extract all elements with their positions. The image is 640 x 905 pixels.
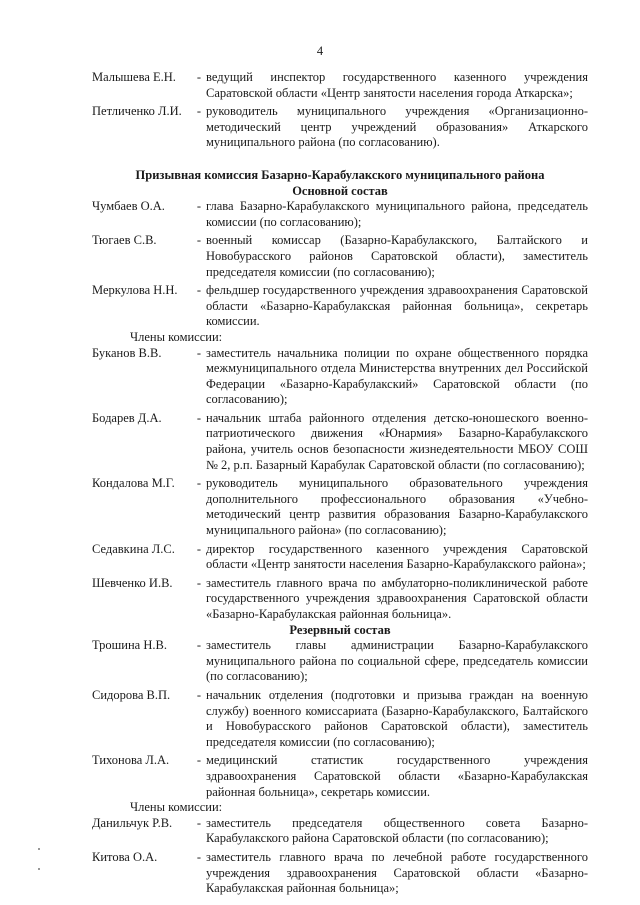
list-item xyxy=(92,753,588,800)
list-item xyxy=(92,576,588,623)
person-position: фельдшер государственного учреждения здравоохранения Саратовской области «Базарно-Карабулакская районная больница», секретарь комиссии. xyxy=(206,283,588,329)
person-name: Трошина Н.В. xyxy=(92,638,167,653)
dash-separator: - xyxy=(196,199,202,214)
dash-separator: - xyxy=(196,815,202,830)
main-composition-heading: Основной состав xyxy=(292,183,388,198)
dash-separator: - xyxy=(196,476,202,491)
list-item xyxy=(92,542,588,573)
reserve-composition-heading: Резервный состав xyxy=(289,622,391,637)
list-item xyxy=(92,816,588,847)
person-name: Буканов В.В. xyxy=(92,345,162,360)
person-name: Бодарев Д.А. xyxy=(92,410,162,425)
dash-separator: - xyxy=(196,541,202,556)
person-name: Петличенко Л.И. xyxy=(92,104,182,119)
person-name: Данильчук Р.В. xyxy=(92,815,173,830)
list-item xyxy=(92,476,588,538)
person-name: Кондалова М.Г. xyxy=(92,476,175,491)
person-position: руководитель муниципального образовательного учреждения дополнительного профессионального образования «Учебно-методический центр развития образования Базарно-Карабулакского муниципального района» (по согласованию); xyxy=(206,476,588,538)
list-item xyxy=(92,283,588,330)
person-position: военный комиссар (Базарно-Карабулакского, Балтайского и Новобурасского районов Саратовской области), заместитель председателя комиссии (по согласованию); xyxy=(206,233,588,279)
person-position: заместитель начальника полиции по охране общественного порядка межмуниципального отдела Министерства внутренних дел Российской Федерации «Базарно-Карабулакский» Саратовской области (по согласованию); xyxy=(206,345,588,407)
person-name: Седавкина Л.С. xyxy=(92,541,175,556)
person-name: Китова О.А. xyxy=(92,849,158,864)
person-name: Сидорова В.П. xyxy=(92,687,171,702)
list-item xyxy=(92,233,588,280)
document-body xyxy=(92,70,588,897)
dash-separator: - xyxy=(196,345,202,360)
scan-speck-mark xyxy=(38,868,40,870)
person-name: Тихонова Л.А. xyxy=(92,753,170,768)
members-label: Члены комиссии: xyxy=(130,800,223,815)
person-position: руководитель муниципального учреждения «Организационно-методический центр учреждений образования» Аткарского муниципального района (по согласованию). xyxy=(206,104,588,150)
page-number: 4 xyxy=(316,44,324,58)
dash-separator: - xyxy=(196,575,202,590)
person-name: Тюгаев С.В. xyxy=(92,233,157,248)
person-position: директор государственного казенного учреждения Саратовской области «Центр занятости населения Базарно-Карабулакского района»; xyxy=(206,541,588,572)
person-position: ведущий инспектор государственного казенного учреждения Саратовской области «Центр занятости населения города Аткарска»; xyxy=(206,70,588,100)
person-position: медицинский статистик государственного учреждения здравоохранения Саратовской области «Базарно-Карабулакская районная больница», секретарь комиссии. xyxy=(206,753,588,799)
person-position: начальник отделения (подготовки и призыва граждан на военную службу) военного комиссариата (Базарно-Карабулакского, Балтайского и Новобурасского районов Саратовской области), заместитель председателя комиссии (по согласованию); xyxy=(206,687,588,749)
dash-separator: - xyxy=(196,70,202,84)
person-name: Шевченко И.В. xyxy=(92,575,173,590)
scan-speck-mark xyxy=(38,848,40,850)
dash-separator: - xyxy=(196,104,202,119)
list-item xyxy=(92,688,588,750)
person-position: заместитель главного врача по лечебной работе государственного учреждения здравоохранения Саратовской области «Базарно-Карабулакская районная больница»; xyxy=(206,849,588,896)
dash-separator: - xyxy=(196,638,202,653)
person-position: начальник штаба районного отделения детско-юношеского военно-патриотического движения «Юнармия» Базарно-Карабулакского района, учитель основ безопасности жизнедеятельности МБОУ СОШ № 2, р.п. Базарный Карабулак Саратовской области (по согласованию); xyxy=(206,410,588,472)
list-item xyxy=(92,411,588,473)
person-name: Чумбаев О.А. xyxy=(92,199,165,214)
list-item xyxy=(92,850,588,897)
dash-separator: - xyxy=(196,753,202,768)
dash-separator: - xyxy=(196,849,202,864)
person-position: глава Базарно-Карабулакского муниципального района, председатель комиссии (по согласованию); xyxy=(206,199,588,229)
person-position: заместитель главного врача по амбулаторно-поликлинической работе государственного учреждения здравоохранения Саратовской области «Базарно-Карабулакская районная больница». xyxy=(206,575,588,621)
list-item xyxy=(92,104,588,151)
person-position: заместитель главы администрации Базарно-Карабулакского муниципального района по социальной сфере, председатель комиссии (по согласованию); xyxy=(206,638,588,684)
person-name: Меркулова Н.Н. xyxy=(92,283,178,298)
list-item xyxy=(92,199,588,230)
list-item xyxy=(92,638,588,685)
person-position: заместитель председателя общественного совета Базарно-Карабулакского района Саратовской области (по согласованию); xyxy=(206,815,588,846)
commission-title: Призывная комиссия Базарно-Карабулакского муниципального района xyxy=(135,167,545,182)
person-name: Малышева Е.Н. xyxy=(92,70,176,84)
dash-separator: - xyxy=(196,283,202,298)
list-item xyxy=(92,70,588,101)
dash-separator: - xyxy=(196,233,202,248)
dash-separator: - xyxy=(196,687,202,702)
list-item xyxy=(92,346,588,408)
members-label: Члены комиссии: xyxy=(130,329,223,344)
dash-separator: - xyxy=(196,410,202,425)
